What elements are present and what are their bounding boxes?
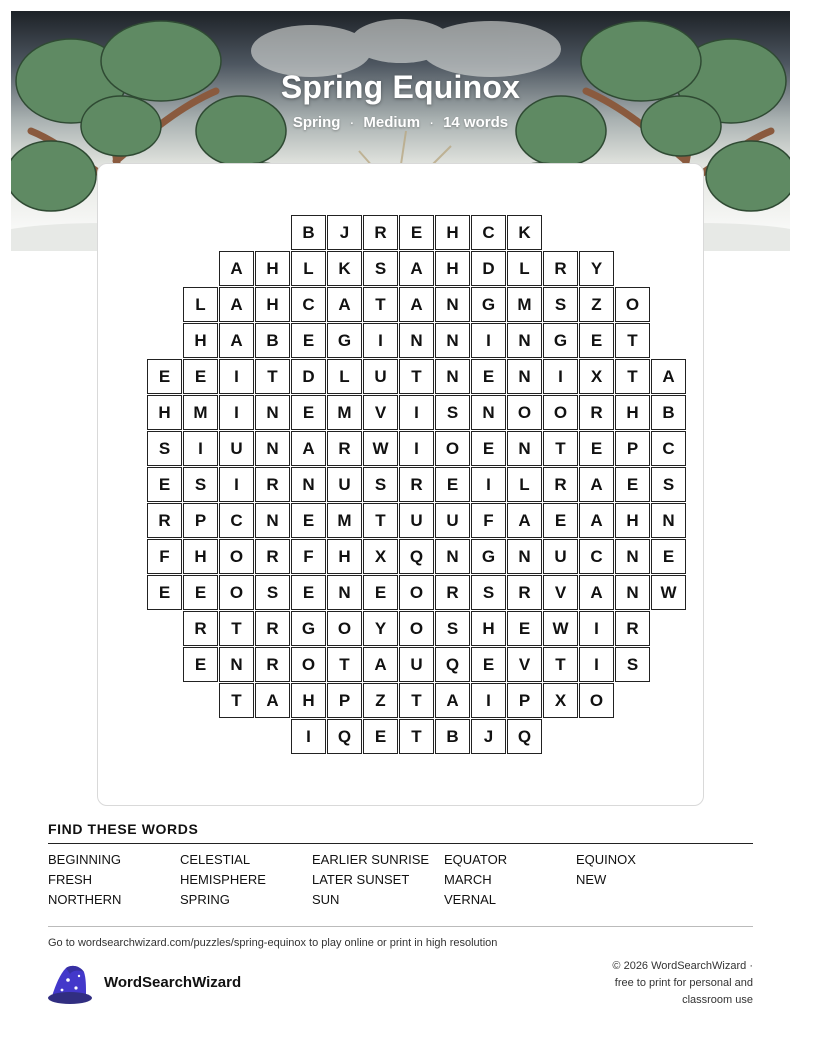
meta-category: Spring bbox=[292, 114, 341, 131]
grid-cell[interactable]: O bbox=[579, 683, 614, 718]
grid-cell[interactable]: Z bbox=[363, 683, 398, 718]
grid-cell[interactable]: O bbox=[543, 395, 578, 430]
grid-cell[interactable]: A bbox=[363, 647, 398, 682]
grid-cell[interactable]: C bbox=[291, 287, 326, 322]
grid-cell[interactable]: T bbox=[543, 647, 578, 682]
grid-cell[interactable]: E bbox=[363, 719, 398, 754]
grid-cell[interactable]: E bbox=[615, 467, 650, 502]
grid-cell[interactable]: A bbox=[219, 251, 254, 286]
word-list-item: NEW bbox=[576, 872, 607, 887]
grid-cell[interactable]: Q bbox=[507, 719, 542, 754]
grid-cell[interactable]: F bbox=[291, 539, 326, 574]
grid-cell[interactable]: S bbox=[183, 467, 218, 502]
grid-cell[interactable]: N bbox=[327, 575, 362, 610]
brand-name: WordSearchWizard bbox=[104, 974, 242, 991]
grid-cell[interactable]: A bbox=[255, 683, 290, 718]
word-list-item: SPRING bbox=[180, 892, 230, 907]
grid-cell[interactable]: A bbox=[291, 431, 326, 466]
word-list-item: MARCH bbox=[444, 872, 492, 887]
grid-cell[interactable]: H bbox=[147, 395, 182, 430]
grid-cell[interactable]: H bbox=[435, 251, 470, 286]
grid-cell[interactable]: N bbox=[471, 395, 506, 430]
grid-cell[interactable]: Z bbox=[579, 287, 614, 322]
grid-cell[interactable]: O bbox=[615, 287, 650, 322]
grid-cell[interactable]: P bbox=[183, 503, 218, 538]
grid-cell[interactable]: O bbox=[435, 431, 470, 466]
grid-cell[interactable]: R bbox=[399, 467, 434, 502]
grid-cell[interactable]: U bbox=[399, 647, 434, 682]
grid-cell[interactable]: S bbox=[363, 467, 398, 502]
grid-cell[interactable]: N bbox=[507, 323, 542, 358]
grid-cell[interactable]: A bbox=[399, 287, 434, 322]
grid-cell[interactable]: A bbox=[327, 287, 362, 322]
word-list-item: EQUINOX bbox=[576, 852, 636, 867]
grid-cell[interactable]: Q bbox=[435, 647, 470, 682]
grid-cell[interactable]: E bbox=[147, 575, 182, 610]
grid-cell[interactable]: E bbox=[435, 467, 470, 502]
grid-cell[interactable]: N bbox=[435, 287, 470, 322]
grid-cell[interactable]: M bbox=[183, 395, 218, 430]
grid-cell[interactable]: V bbox=[507, 647, 542, 682]
grid-cell[interactable]: J bbox=[327, 215, 362, 250]
grid-cell[interactable]: N bbox=[435, 359, 470, 394]
grid-cell[interactable]: E bbox=[579, 431, 614, 466]
grid-cell[interactable]: T bbox=[219, 611, 254, 646]
grid-cell[interactable]: V bbox=[543, 575, 578, 610]
grid-cell[interactable]: C bbox=[579, 539, 614, 574]
grid-cell[interactable]: R bbox=[507, 575, 542, 610]
grid-cell[interactable]: R bbox=[255, 539, 290, 574]
grid-cell[interactable]: O bbox=[219, 539, 254, 574]
grid-cell[interactable]: I bbox=[363, 323, 398, 358]
grid-cell[interactable]: G bbox=[471, 287, 506, 322]
word-list-item: CELESTIAL bbox=[180, 852, 251, 867]
grid-cell[interactable]: X bbox=[543, 683, 578, 718]
grid-cell[interactable]: R bbox=[435, 575, 470, 610]
grid-cell[interactable]: H bbox=[255, 251, 290, 286]
grid-cell[interactable]: M bbox=[327, 395, 362, 430]
grid-cell[interactable]: O bbox=[327, 611, 362, 646]
word-list-item: FRESH bbox=[48, 872, 93, 887]
grid-cell[interactable]: R bbox=[363, 215, 398, 250]
grid-cell[interactable]: H bbox=[327, 539, 362, 574]
grid-cell[interactable]: D bbox=[291, 359, 326, 394]
puzzle-title: Spring Equinox bbox=[280, 69, 521, 105]
grid-cell[interactable]: P bbox=[615, 431, 650, 466]
grid-cell[interactable]: R bbox=[543, 251, 578, 286]
grid-cell[interactable]: F bbox=[147, 539, 182, 574]
grid-cell[interactable]: H bbox=[471, 611, 506, 646]
grid-cell[interactable]: N bbox=[435, 323, 470, 358]
grid-cell[interactable]: E bbox=[651, 539, 686, 574]
grid-cell[interactable]: K bbox=[327, 251, 362, 286]
copyright-line: classroom use bbox=[682, 994, 753, 1006]
grid-cell[interactable]: H bbox=[615, 503, 650, 538]
grid-cell[interactable]: E bbox=[399, 215, 434, 250]
grid-cell[interactable]: K bbox=[507, 215, 542, 250]
grid-cell[interactable]: R bbox=[615, 611, 650, 646]
grid-cell[interactable]: I bbox=[219, 359, 254, 394]
grid-cell[interactable]: U bbox=[399, 503, 434, 538]
grid-cell[interactable]: I bbox=[291, 719, 326, 754]
grid-cell[interactable]: A bbox=[219, 287, 254, 322]
grid-cell[interactable]: Y bbox=[363, 611, 398, 646]
grid-cell[interactable]: L bbox=[327, 359, 362, 394]
grid-cell[interactable]: T bbox=[219, 683, 254, 718]
grid-cell[interactable]: O bbox=[399, 611, 434, 646]
grid-cell[interactable]: N bbox=[615, 575, 650, 610]
grid-cell[interactable]: E bbox=[291, 395, 326, 430]
grid-cell[interactable]: L bbox=[291, 251, 326, 286]
grid-cell[interactable]: L bbox=[183, 287, 218, 322]
grid-cell[interactable]: B bbox=[435, 719, 470, 754]
grid-cell[interactable]: C bbox=[219, 503, 254, 538]
grid-cell[interactable]: M bbox=[507, 287, 542, 322]
divider bbox=[48, 843, 753, 844]
grid-cell[interactable]: I bbox=[219, 467, 254, 502]
grid-cell[interactable]: G bbox=[471, 539, 506, 574]
meta-difficulty: Medium bbox=[363, 114, 421, 131]
grid-cell[interactable]: S bbox=[435, 395, 470, 430]
word-list-item: SUN bbox=[312, 892, 340, 907]
grid-cell[interactable]: P bbox=[507, 683, 542, 718]
grid-cell[interactable]: O bbox=[399, 575, 434, 610]
word-list-item: LATER SUNSET bbox=[312, 872, 410, 887]
grid-cell[interactable]: E bbox=[183, 359, 218, 394]
grid-cell[interactable]: T bbox=[363, 503, 398, 538]
divider bbox=[48, 926, 753, 927]
grid-cell[interactable]: W bbox=[363, 431, 398, 466]
grid-cell[interactable]: J bbox=[471, 719, 506, 754]
grid-cell[interactable]: U bbox=[435, 503, 470, 538]
grid-cell[interactable]: N bbox=[507, 431, 542, 466]
grid-cell[interactable]: B bbox=[291, 215, 326, 250]
grid-cell[interactable]: U bbox=[327, 467, 362, 502]
grid-cell[interactable]: O bbox=[291, 647, 326, 682]
grid-cell[interactable]: C bbox=[651, 431, 686, 466]
grid-cell[interactable]: N bbox=[435, 539, 470, 574]
grid-cell[interactable]: D bbox=[471, 251, 506, 286]
grid-cell[interactable]: O bbox=[219, 575, 254, 610]
grid-cell[interactable]: T bbox=[615, 323, 650, 358]
grid-cell[interactable]: H bbox=[255, 287, 290, 322]
grid-cell[interactable]: T bbox=[255, 359, 290, 394]
grid-cell[interactable]: T bbox=[615, 359, 650, 394]
grid-cell[interactable]: N bbox=[615, 539, 650, 574]
grid-cell[interactable]: R bbox=[255, 467, 290, 502]
copyright-note bbox=[553, 958, 753, 1009]
grid-cell[interactable]: H bbox=[183, 539, 218, 574]
grid-cell[interactable]: H bbox=[435, 215, 470, 250]
grid-cell[interactable]: R bbox=[255, 647, 290, 682]
word-list-item: VERNAL bbox=[444, 892, 497, 907]
grid-cell[interactable]: I bbox=[183, 431, 218, 466]
grid-cell[interactable]: N bbox=[255, 503, 290, 538]
grid-cell[interactable]: I bbox=[579, 647, 614, 682]
grid-cell[interactable]: E bbox=[147, 467, 182, 502]
grid-cell[interactable]: I bbox=[579, 611, 614, 646]
wizard-hat-icon bbox=[46, 962, 94, 1006]
grid-cell[interactable]: N bbox=[507, 359, 542, 394]
grid-cell[interactable]: E bbox=[183, 647, 218, 682]
grid-cell[interactable]: E bbox=[543, 503, 578, 538]
grid-cell[interactable]: E bbox=[579, 323, 614, 358]
grid-cell[interactable]: L bbox=[507, 251, 542, 286]
grid-cell[interactable]: N bbox=[255, 431, 290, 466]
grid-cell[interactable]: Q bbox=[399, 539, 434, 574]
grid-cell[interactable]: L bbox=[507, 467, 542, 502]
word-list-item: HEMISPHERE bbox=[180, 872, 266, 887]
grid-cell[interactable]: T bbox=[543, 431, 578, 466]
grid-cell[interactable]: E bbox=[183, 575, 218, 610]
grid-cell[interactable]: A bbox=[219, 323, 254, 358]
grid-cell[interactable]: E bbox=[147, 359, 182, 394]
grid-cell[interactable]: N bbox=[255, 395, 290, 430]
grid-cell[interactable]: I bbox=[543, 359, 578, 394]
grid-cell[interactable]: F bbox=[471, 503, 506, 538]
grid-cell[interactable]: Y bbox=[579, 251, 614, 286]
puzzle-meta bbox=[11, 114, 790, 131]
grid-cell[interactable]: T bbox=[399, 359, 434, 394]
grid-cell[interactable]: B bbox=[651, 395, 686, 430]
word-list-heading: FIND THESE WORDS bbox=[48, 821, 199, 837]
grid-cell[interactable]: I bbox=[219, 395, 254, 430]
grid-cell[interactable]: I bbox=[399, 395, 434, 430]
meta-separator: · bbox=[349, 114, 355, 131]
grid-cell[interactable]: A bbox=[399, 251, 434, 286]
grid-cell[interactable]: W bbox=[543, 611, 578, 646]
grid-cell[interactable]: U bbox=[219, 431, 254, 466]
grid-cell[interactable]: A bbox=[651, 359, 686, 394]
grid-cell[interactable]: A bbox=[507, 503, 542, 538]
grid-cell[interactable]: T bbox=[363, 287, 398, 322]
grid-cell[interactable]: U bbox=[363, 359, 398, 394]
grid-cell[interactable]: I bbox=[471, 683, 506, 718]
grid-cell[interactable]: S bbox=[543, 287, 578, 322]
copyright-line: © 2026 WordSearchWizard · bbox=[612, 960, 753, 972]
meta-separator: · bbox=[429, 114, 435, 131]
grid-cell[interactable]: I bbox=[471, 323, 506, 358]
grid-cell[interactable]: A bbox=[579, 503, 614, 538]
grid-cell[interactable]: P bbox=[327, 683, 362, 718]
grid-cell[interactable]: E bbox=[291, 323, 326, 358]
grid-cell[interactable]: E bbox=[471, 647, 506, 682]
grid-cell[interactable]: S bbox=[435, 611, 470, 646]
grid-cell[interactable]: N bbox=[219, 647, 254, 682]
grid-cell[interactable]: N bbox=[291, 467, 326, 502]
grid-cell[interactable]: S bbox=[615, 647, 650, 682]
grid-cell[interactable]: S bbox=[147, 431, 182, 466]
grid-cell[interactable]: N bbox=[399, 323, 434, 358]
grid-cell[interactable]: O bbox=[507, 395, 542, 430]
grid-cell[interactable]: S bbox=[255, 575, 290, 610]
grid-cell[interactable]: M bbox=[327, 503, 362, 538]
grid-cell[interactable]: R bbox=[579, 395, 614, 430]
grid-cell[interactable]: N bbox=[507, 539, 542, 574]
grid-cell[interactable]: H bbox=[291, 683, 326, 718]
grid-cell[interactable]: I bbox=[399, 431, 434, 466]
grid-cell[interactable]: U bbox=[543, 539, 578, 574]
word-list-item: NORTHERN bbox=[48, 892, 122, 907]
grid-cell[interactable]: Q bbox=[327, 719, 362, 754]
grid-cell[interactable]: C bbox=[471, 215, 506, 250]
grid-cell[interactable]: R bbox=[255, 611, 290, 646]
grid-cell[interactable]: E bbox=[291, 503, 326, 538]
grid-cell[interactable]: R bbox=[183, 611, 218, 646]
meta-word-count: 14 words bbox=[443, 114, 509, 131]
grid-cell[interactable]: N bbox=[651, 503, 686, 538]
word-list-item: BEGINNING bbox=[48, 852, 121, 867]
grid-cell[interactable]: T bbox=[399, 719, 434, 754]
word-list-item: EQUATOR bbox=[444, 852, 508, 867]
grid-cell[interactable]: S bbox=[363, 251, 398, 286]
grid-cell[interactable]: H bbox=[183, 323, 218, 358]
grid-cell[interactable]: I bbox=[471, 467, 506, 502]
word-list-item: EARLIER SUNRISE bbox=[312, 852, 430, 867]
grid-cell[interactable]: E bbox=[291, 575, 326, 610]
copyright-line: free to print for personal and bbox=[614, 977, 753, 989]
grid-cell[interactable]: A bbox=[579, 575, 614, 610]
grid-cell[interactable]: W bbox=[651, 575, 686, 610]
play-online-note: Go to wordsearchwizard.com/puzzles/spring-equinox to play online or print in high resolution bbox=[48, 937, 498, 949]
grid-cell[interactable]: G bbox=[291, 611, 326, 646]
grid-cell[interactable]: E bbox=[507, 611, 542, 646]
grid-cell[interactable]: E bbox=[471, 431, 506, 466]
grid-cell[interactable]: T bbox=[399, 683, 434, 718]
grid-cell[interactable]: H bbox=[615, 395, 650, 430]
grid-cell[interactable]: X bbox=[363, 539, 398, 574]
grid-cell[interactable]: E bbox=[363, 575, 398, 610]
grid-cell[interactable]: S bbox=[651, 467, 686, 502]
grid-cell[interactable]: B bbox=[255, 323, 290, 358]
grid-cell[interactable]: G bbox=[543, 323, 578, 358]
grid-cell[interactable]: G bbox=[327, 323, 362, 358]
grid-cell[interactable]: A bbox=[579, 467, 614, 502]
grid-cell[interactable]: A bbox=[435, 683, 470, 718]
grid-cell[interactable]: R bbox=[147, 503, 182, 538]
grid-cell[interactable]: R bbox=[327, 431, 362, 466]
grid-cell[interactable]: V bbox=[363, 395, 398, 430]
grid-cell[interactable]: S bbox=[471, 575, 506, 610]
grid-cell[interactable]: X bbox=[579, 359, 614, 394]
grid-cell[interactable]: E bbox=[471, 359, 506, 394]
grid-cell[interactable]: R bbox=[543, 467, 578, 502]
grid-cell[interactable]: T bbox=[327, 647, 362, 682]
